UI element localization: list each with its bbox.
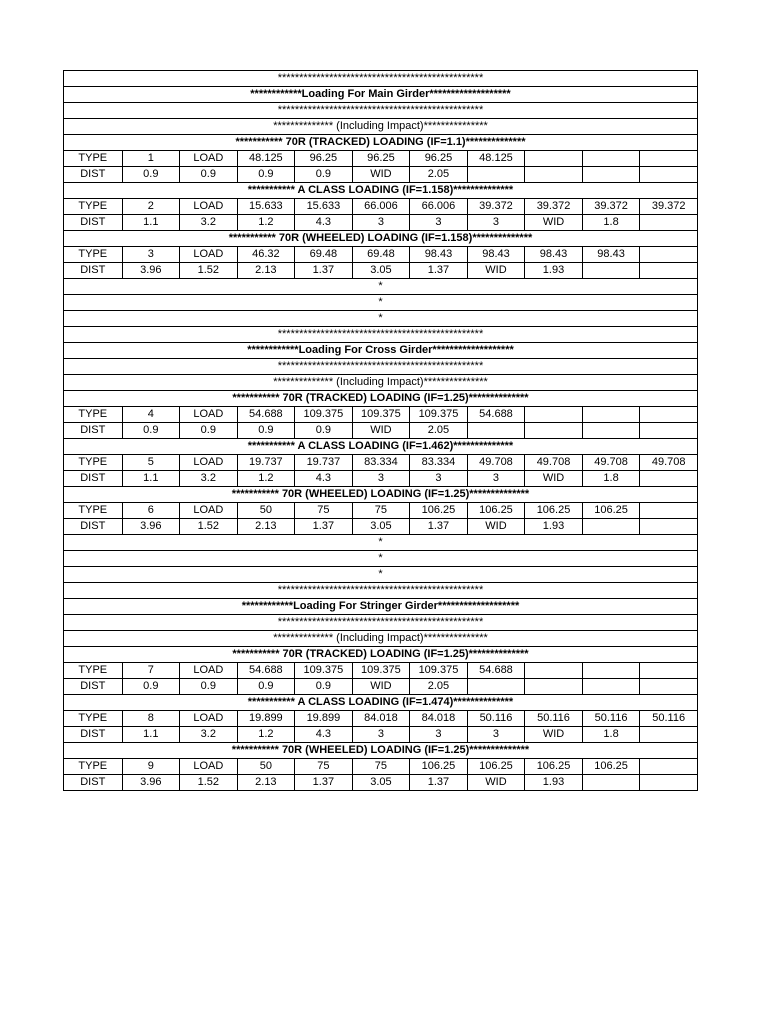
- table-cell: 96.25: [410, 151, 468, 167]
- table-cell: 0.9: [295, 679, 353, 695]
- banner-cell: *********** A CLASS LOADING (IF=1.474)**************: [64, 695, 698, 711]
- table-cell: 1.8: [582, 215, 640, 231]
- table-cell: 0.9: [180, 679, 238, 695]
- table-cell: WID: [525, 471, 583, 487]
- row-label-cell: TYPE: [64, 759, 123, 775]
- table-cell: 3: [467, 471, 525, 487]
- row-label-cell: TYPE: [64, 199, 123, 215]
- table-cell: LOAD: [180, 455, 238, 471]
- table-cell: 3.05: [352, 519, 410, 535]
- table-cell: [525, 663, 583, 679]
- table-row: [64, 727, 698, 743]
- table-cell: 2.13: [237, 775, 295, 791]
- banner-row: [64, 343, 698, 359]
- table-cell: 9: [122, 759, 180, 775]
- banner-row: [64, 615, 698, 631]
- banner-cell: *: [64, 551, 698, 567]
- banner-cell: *********** 70R (TRACKED) LOADING (IF=1.25)**************: [64, 647, 698, 663]
- table-cell: 19.737: [237, 455, 295, 471]
- banner-row: [64, 279, 698, 295]
- table-cell: 75: [295, 759, 353, 775]
- banner-cell: *********** 70R (WHEELED) LOADING (IF=1.158)**************: [64, 231, 698, 247]
- table-cell: 39.372: [640, 199, 698, 215]
- table-cell: 106.25: [410, 759, 468, 775]
- table-cell: 1.8: [582, 727, 640, 743]
- table-cell: 2.05: [410, 679, 468, 695]
- banner-row: [64, 647, 698, 663]
- banner-cell: ************** (Including Impact)***************: [64, 375, 698, 391]
- table-cell: 46.32: [237, 247, 295, 263]
- table-cell: 106.25: [525, 759, 583, 775]
- table-cell: 50.116: [582, 711, 640, 727]
- table-cell: [640, 407, 698, 423]
- table-cell: WID: [467, 519, 525, 535]
- table-cell: WID: [525, 215, 583, 231]
- table-cell: 1.37: [295, 775, 353, 791]
- table-cell: [467, 679, 525, 695]
- table-cell: 1.37: [295, 263, 353, 279]
- table-cell: 3.05: [352, 263, 410, 279]
- table-cell: 2.05: [410, 423, 468, 439]
- row-label-cell: DIST: [64, 471, 123, 487]
- table-row: [64, 471, 698, 487]
- banner-row: [64, 695, 698, 711]
- banner-cell: ************************************************: [64, 583, 698, 599]
- table-cell: 1: [122, 151, 180, 167]
- table-row: [64, 679, 698, 695]
- table-cell: 0.9: [180, 167, 238, 183]
- table-cell: 39.372: [525, 199, 583, 215]
- banner-cell: ************************************************: [64, 71, 698, 87]
- table-cell: 54.688: [237, 407, 295, 423]
- table-row: [64, 407, 698, 423]
- table-cell: 1.93: [525, 775, 583, 791]
- table-cell: [640, 423, 698, 439]
- table-row: [64, 519, 698, 535]
- table-cell: 49.708: [640, 455, 698, 471]
- table-cell: 50: [237, 759, 295, 775]
- row-label-cell: TYPE: [64, 503, 123, 519]
- table-cell: 3.2: [180, 215, 238, 231]
- row-label-cell: TYPE: [64, 407, 123, 423]
- table-row: [64, 455, 698, 471]
- table-cell: [525, 151, 583, 167]
- banner-cell: *: [64, 567, 698, 583]
- table-cell: WID: [467, 263, 525, 279]
- table-cell: 4.3: [295, 471, 353, 487]
- table-cell: 3: [122, 247, 180, 263]
- banner-cell: ************************************************: [64, 615, 698, 631]
- banner-cell: ************Loading For Cross Girder*******************: [64, 343, 698, 359]
- table-row: [64, 423, 698, 439]
- banner-row: [64, 375, 698, 391]
- table-cell: [525, 423, 583, 439]
- table-cell: LOAD: [180, 151, 238, 167]
- row-label-cell: TYPE: [64, 247, 123, 263]
- table-cell: 1.37: [410, 519, 468, 535]
- banner-row: [64, 327, 698, 343]
- row-label-cell: TYPE: [64, 663, 123, 679]
- banner-row: [64, 103, 698, 119]
- table-cell: [640, 775, 698, 791]
- table-cell: 75: [352, 503, 410, 519]
- row-label-cell: DIST: [64, 519, 123, 535]
- table-cell: 109.375: [352, 407, 410, 423]
- table-cell: 3.2: [180, 727, 238, 743]
- table-cell: 4.3: [295, 215, 353, 231]
- table-cell: 3.05: [352, 775, 410, 791]
- table-cell: 49.708: [467, 455, 525, 471]
- banner-row: [64, 295, 698, 311]
- banner-cell: ************************************************: [64, 103, 698, 119]
- table-cell: 106.25: [582, 503, 640, 519]
- table-cell: 1.1: [122, 727, 180, 743]
- banner-cell: *********** A CLASS LOADING (IF=1.462)**************: [64, 439, 698, 455]
- banner-cell: *********** A CLASS LOADING (IF=1.158)**************: [64, 183, 698, 199]
- banner-row: [64, 583, 698, 599]
- table-cell: 19.899: [237, 711, 295, 727]
- table-row: [64, 775, 698, 791]
- table-cell: LOAD: [180, 503, 238, 519]
- table-cell: [640, 263, 698, 279]
- table-cell: 96.25: [352, 151, 410, 167]
- banner-row: [64, 535, 698, 551]
- row-label-cell: DIST: [64, 423, 123, 439]
- table-cell: [640, 727, 698, 743]
- banner-row: [64, 487, 698, 503]
- banner-row: [64, 391, 698, 407]
- table-cell: [640, 759, 698, 775]
- table-cell: 106.25: [582, 759, 640, 775]
- banner-cell: ************************************************: [64, 359, 698, 375]
- table-cell: [640, 663, 698, 679]
- table-cell: WID: [352, 423, 410, 439]
- table-cell: 50: [237, 503, 295, 519]
- banner-cell: *: [64, 279, 698, 295]
- banner-row: [64, 119, 698, 135]
- table-cell: [582, 519, 640, 535]
- banner-row: [64, 231, 698, 247]
- table-cell: 3: [467, 727, 525, 743]
- table-row: [64, 167, 698, 183]
- table-cell: 0.9: [122, 167, 180, 183]
- table-cell: [582, 263, 640, 279]
- table-cell: 4.3: [295, 727, 353, 743]
- table-cell: 48.125: [467, 151, 525, 167]
- table-row: [64, 247, 698, 263]
- table-cell: 98.43: [525, 247, 583, 263]
- banner-row: [64, 311, 698, 327]
- table-cell: 83.334: [352, 455, 410, 471]
- table-cell: [582, 407, 640, 423]
- banner-cell: *********** 70R (TRACKED) LOADING (IF=1.25)**************: [64, 391, 698, 407]
- row-label-cell: DIST: [64, 775, 123, 791]
- table-cell: 1.1: [122, 471, 180, 487]
- table-cell: [467, 423, 525, 439]
- banner-row: [64, 183, 698, 199]
- banner-cell: ************Loading For Stringer Girder*******************: [64, 599, 698, 615]
- table-row: [64, 263, 698, 279]
- banner-row: [64, 551, 698, 567]
- table-cell: 3: [410, 727, 468, 743]
- table-cell: 8: [122, 711, 180, 727]
- table-cell: 106.25: [525, 503, 583, 519]
- table-cell: 1.37: [410, 775, 468, 791]
- table-cell: LOAD: [180, 199, 238, 215]
- table-cell: WID: [352, 679, 410, 695]
- table-cell: [640, 167, 698, 183]
- table-cell: 66.006: [352, 199, 410, 215]
- banner-cell: *********** 70R (WHEELED) LOADING (IF=1.25)**************: [64, 487, 698, 503]
- table-cell: 3.2: [180, 471, 238, 487]
- table-cell: 39.372: [467, 199, 525, 215]
- table-cell: 2.13: [237, 263, 295, 279]
- table-cell: 3.96: [122, 775, 180, 791]
- table-cell: 48.125: [237, 151, 295, 167]
- table-cell: LOAD: [180, 247, 238, 263]
- row-label-cell: DIST: [64, 727, 123, 743]
- banner-row: [64, 599, 698, 615]
- table-cell: 1.93: [525, 263, 583, 279]
- table-cell: 1.1: [122, 215, 180, 231]
- table-cell: 109.375: [410, 663, 468, 679]
- table-cell: LOAD: [180, 759, 238, 775]
- table-cell: [640, 519, 698, 535]
- table-cell: 1.2: [237, 471, 295, 487]
- table-cell: 15.633: [295, 199, 353, 215]
- table-cell: 109.375: [295, 663, 353, 679]
- banner-cell: *********** 70R (WHEELED) LOADING (IF=1.25)**************: [64, 743, 698, 759]
- table-cell: [640, 151, 698, 167]
- table-cell: LOAD: [180, 663, 238, 679]
- table-cell: 75: [352, 759, 410, 775]
- banner-cell: *: [64, 295, 698, 311]
- table-cell: 106.25: [467, 759, 525, 775]
- table-cell: [640, 247, 698, 263]
- table-cell: [582, 423, 640, 439]
- table-cell: 3: [467, 215, 525, 231]
- table-cell: 106.25: [467, 503, 525, 519]
- loading-table: [63, 70, 698, 791]
- table-cell: WID: [525, 727, 583, 743]
- banner-row: [64, 359, 698, 375]
- table-cell: [640, 471, 698, 487]
- banner-row: [64, 567, 698, 583]
- table-row: [64, 199, 698, 215]
- table-cell: 50.116: [640, 711, 698, 727]
- table-cell: 1.52: [180, 519, 238, 535]
- table-cell: 19.899: [295, 711, 353, 727]
- table-cell: 6: [122, 503, 180, 519]
- table-cell: [582, 679, 640, 695]
- table-cell: 3: [352, 471, 410, 487]
- table-cell: 0.9: [122, 679, 180, 695]
- table-cell: 0.9: [237, 423, 295, 439]
- table-cell: 39.372: [582, 199, 640, 215]
- banner-cell: ************************************************: [64, 327, 698, 343]
- table-cell: 1.2: [237, 215, 295, 231]
- table-row: [64, 151, 698, 167]
- table-cell: 0.9: [295, 167, 353, 183]
- table-cell: 49.708: [582, 455, 640, 471]
- table-cell: 50.116: [525, 711, 583, 727]
- row-label-cell: DIST: [64, 679, 123, 695]
- row-label-cell: TYPE: [64, 151, 123, 167]
- table-cell: [582, 663, 640, 679]
- table-cell: LOAD: [180, 407, 238, 423]
- table-cell: 0.9: [295, 423, 353, 439]
- table-cell: 3.96: [122, 519, 180, 535]
- table-cell: 84.018: [410, 711, 468, 727]
- banner-row: [64, 743, 698, 759]
- table-cell: 98.43: [410, 247, 468, 263]
- row-label-cell: TYPE: [64, 455, 123, 471]
- table-cell: 3: [352, 727, 410, 743]
- table-cell: [467, 167, 525, 183]
- loading-table-body: [64, 71, 698, 791]
- banner-cell: ************** (Including Impact)***************: [64, 119, 698, 135]
- table-cell: 98.43: [582, 247, 640, 263]
- table-cell: 109.375: [410, 407, 468, 423]
- banner-row: [64, 87, 698, 103]
- table-row: [64, 503, 698, 519]
- table-cell: 1.2: [237, 727, 295, 743]
- table-cell: 83.334: [410, 455, 468, 471]
- table-row: [64, 215, 698, 231]
- table-cell: [640, 503, 698, 519]
- banner-cell: *********** 70R (TRACKED) LOADING (IF=1.1)**************: [64, 135, 698, 151]
- table-cell: 3: [410, 215, 468, 231]
- table-cell: 3: [352, 215, 410, 231]
- table-cell: 1.52: [180, 263, 238, 279]
- table-cell: 54.688: [467, 407, 525, 423]
- table-row: [64, 711, 698, 727]
- table-cell: 0.9: [180, 423, 238, 439]
- table-cell: WID: [352, 167, 410, 183]
- table-cell: LOAD: [180, 711, 238, 727]
- table-cell: 109.375: [295, 407, 353, 423]
- table-cell: 96.25: [295, 151, 353, 167]
- table-cell: 3.96: [122, 263, 180, 279]
- table-cell: 1.93: [525, 519, 583, 535]
- banner-cell: ************Loading For Main Girder*******************: [64, 87, 698, 103]
- banner-row: [64, 631, 698, 647]
- table-cell: 75: [295, 503, 353, 519]
- banner-row: [64, 71, 698, 87]
- table-cell: [582, 775, 640, 791]
- table-cell: 5: [122, 455, 180, 471]
- table-cell: 98.43: [467, 247, 525, 263]
- table-cell: [640, 679, 698, 695]
- table-cell: 1.37: [410, 263, 468, 279]
- table-cell: 2.13: [237, 519, 295, 535]
- table-cell: [525, 679, 583, 695]
- row-label-cell: DIST: [64, 215, 123, 231]
- table-cell: [525, 167, 583, 183]
- table-cell: 66.006: [410, 199, 468, 215]
- banner-cell: *: [64, 311, 698, 327]
- table-cell: 4: [122, 407, 180, 423]
- table-cell: 2.05: [410, 167, 468, 183]
- table-cell: [582, 167, 640, 183]
- table-cell: 54.688: [467, 663, 525, 679]
- table-cell: 0.9: [122, 423, 180, 439]
- table-row: [64, 759, 698, 775]
- banner-row: [64, 135, 698, 151]
- table-cell: 19.737: [295, 455, 353, 471]
- table-cell: [640, 215, 698, 231]
- table-cell: 1.52: [180, 775, 238, 791]
- table-cell: 2: [122, 199, 180, 215]
- table-cell: 7: [122, 663, 180, 679]
- table-cell: 69.48: [352, 247, 410, 263]
- banner-cell: *: [64, 535, 698, 551]
- table-cell: 1.8: [582, 471, 640, 487]
- table-cell: 109.375: [352, 663, 410, 679]
- row-label-cell: DIST: [64, 167, 123, 183]
- table-cell: [582, 151, 640, 167]
- table-cell: 3: [410, 471, 468, 487]
- table-cell: 0.9: [237, 167, 295, 183]
- table-cell: 106.25: [410, 503, 468, 519]
- table-cell: 54.688: [237, 663, 295, 679]
- table-cell: 49.708: [525, 455, 583, 471]
- table-cell: 15.633: [237, 199, 295, 215]
- table-cell: 69.48: [295, 247, 353, 263]
- table-cell: 1.37: [295, 519, 353, 535]
- banner-cell: ************** (Including Impact)***************: [64, 631, 698, 647]
- table-cell: [525, 407, 583, 423]
- table-cell: WID: [467, 775, 525, 791]
- row-label-cell: DIST: [64, 263, 123, 279]
- row-label-cell: TYPE: [64, 711, 123, 727]
- table-cell: 0.9: [237, 679, 295, 695]
- banner-row: [64, 439, 698, 455]
- table-cell: 84.018: [352, 711, 410, 727]
- table-row: [64, 663, 698, 679]
- table-cell: 50.116: [467, 711, 525, 727]
